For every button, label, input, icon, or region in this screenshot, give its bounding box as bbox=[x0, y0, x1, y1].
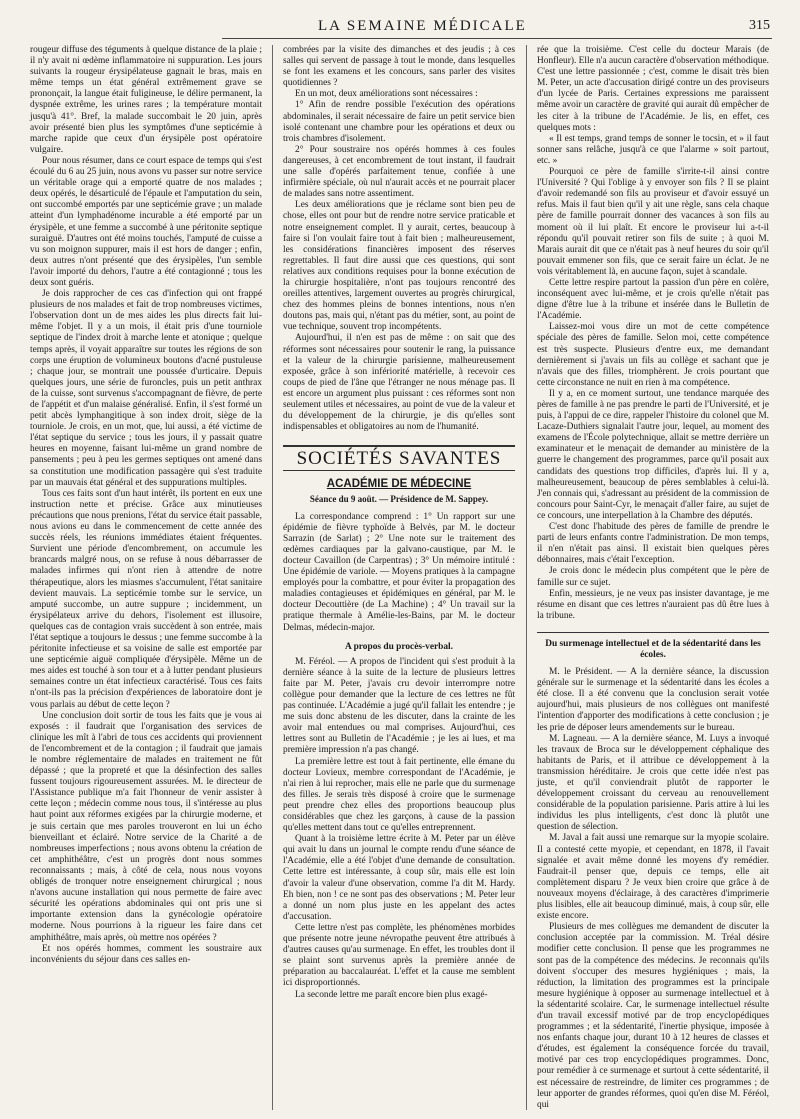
paragraph: La seconde lettre me paraît encore bien plus exagé- bbox=[295, 989, 488, 1000]
paragraph: C'est donc l'habitude des pères de famille de prendre le parti de leurs enfants contre l'administration. De mon temps, il n'en n'était pas ainsi. Il existait bien quelques pères débonnaires, mais c'était l'exception. bbox=[537, 522, 769, 566]
paragraph: Quant à la troisième lettre écrite à M. Peter par un élève qui avait lu dans un journal le compte rendu d'une séance de l'Académie, elle a été l'objet d'une demande de consultation. Cette lettre est intéressante, à coup sûr, mais elle est loin d'avoir la valeur d'une observation, comme l'a dit M. Hardy. Eh bien, non ! ce ne sont pas des observations ; M. Peter leur a donné un nom plus juste en les appelant des actes d'accusation. bbox=[283, 834, 515, 922]
paragraph: Et nos opérés hommes, comment les soustraire aux inconvénients du séjour dans ces salles en- bbox=[30, 943, 262, 965]
session-line: Séance du 9 août. — Présidence de M. Sappey. bbox=[309, 494, 489, 505]
paragraph: Pourquoi ce père de famille s'irrite-t-il ainsi contre l'Université ? Qui l'oblige à y envoyer son fils ? Il se plaint d'avoir redemandé son fils au proviseur et d'avoir essuyé un refus. Mais il faut bien qu'il y ait une règle, sans cela chaque père de famille pourrait donner des vacances à son fils au moment où il lui plaît. Et encore le proviseur lui a-t-il répondu qu'il pouvait retirer son fils de suite ; à quoi M. Marais aurait dit que ce n'était pas à neuf heures du soir qu'il pouvait emmener son fils, que ce serait faire un éclat. Je ne vois véritablement là, en aucune façon, sujet à scandale. bbox=[537, 167, 769, 277]
paragraph: Je dois rapprocher de ces cas d'infection qui ont frappé plusieurs de nos malades et fait de trop nombreuses victimes, l'observation dont un de mes aides les plus directs fait lui-même l'objet. Il y a un mois, il était pris d'une tourniole septique de l'index droit à marche lente et atonique ; quelque temps après, il voyait apparaître sur toutes les régions de son corps une éruption de volumineux boutons d'acné pustuleuse ; chaque jour, se montrait une poussée d'urticaire. Depuis quelques jours, une série de furoncles, puis un petit anthrax de la cuisse, sont survenus s'accompagnant de fièvre, de perte de l'appétit et d'un malaise généralisé. Enfin, il s'est formé un petit abcès lymphangitique à son index droit, siège de la tourniole. Je crois, en un mot, que, lui aussi, a été victime de l'état septique du service ; tous les jours, il y passait quatre heures en moyenne, faisant lui-même un grand nombre de pansements ; peu à peu les germes septiques ont amené dans sa constitution une modification passagère qui s'est traduite par un mauvais état général et des suppurations multiples. bbox=[30, 289, 262, 488]
subsection-title: Du surmenage intellectuel et de la sédentarité dans les écoles. bbox=[537, 632, 769, 661]
subsection-title: A propos du procès-verbal. bbox=[345, 641, 453, 652]
section-title: SOCIÉTÉS SAVANTES bbox=[283, 445, 515, 471]
paragraph: La première lettre est tout à fait pertinente, elle émane du docteur Lovieux, membre correspondant de l'Académie, je n'ai rien à lui reprocher, mais elle ne parle que du surmenage des filles. Je serais très disposé à croire que le surmenage peut prendre chez elles des proportions beaucoup plus considérables que chez les garçons, à cause de la passion qu'elles mettent dans tout ce qu'elles entreprennent. bbox=[283, 756, 515, 834]
paragraph: Plusieurs de mes collègues me demandent de discuter la conclusion acceptée par la commission. M. Tréal désire modifier cette conclusion. Il pense que les programmes ne sont pas de la compétence des médecins. Je reconnais qu'ils doivent s'occuper des mesures hygiéniques ; mais, la réduction, la limitation des programmes est la principale mesure hygiénique à opposer au surmenage intellectuel et à la sédentarité scolaire. Car, le surmenage intellectuel résulte d'un travail excessif motivé par de trop encyclopédiques programmes ; et la sédentarité, l'inertie physique, imposée à nos enfants chaque jour, durant 10 à 12 heures de classes et d'études, est également la conséquence forcée du travail, motivé par ces trop encyclopédiques programmes. Donc, pour remédier à ce surmenage et surtout à cette sédentarité, il est nécessaire de restreindre, de limiter ces programmes ; de leur apporter de grandes réformes, quoi qu'en dise M. Féréol, qui bbox=[537, 922, 769, 1110]
paragraph: Il y a, en ce moment surtout, une tendance marquée des pères de famille à ne pas prendre le parti de l'Université, et je puis, à l'appui de ce dire, rappeler l'histoire du colonel que M. Lacaze-Duthiers signalait l'autre jour, lequel, au moment des examens de l'École polytechnique, allait se mettre derrière un examinateur et le menaçait de demander au ministère de la guerre le changement des programmes, parce qu'il posait aux candidats des questions trop difficiles, d'après lui. Il y a, malheureusement, beaucoup de pères semblables à celui-là. J'en connais qui, s'adressant au président de la commission de concours pour Saint-Cyr, le menaçait d'aller faire, au sujet de ce concours, une interpellation à la Chambre des députés. bbox=[537, 388, 769, 521]
header-rule bbox=[222, 38, 772, 39]
column-divider bbox=[272, 45, 273, 1110]
paragraph: Cette lettre respire partout la passion d'un père en colère, inconséquent avec lui-même, et je crois qu'elle n'était pas digne d'être lue à la tribune et insérée dans le Bulletin de l'Académie. bbox=[537, 277, 769, 322]
paragraph: M. Javal a fait aussi une remarque sur la myopie scolaire. Il a contesté cette myopie, et cependant, en 1878, il l'avait signalée et avait même donné les moyens d'y remédier. Faudrait-il penser que, depuis ce temps, elle ait complètement disparu ? Je veux bien croire que grâce à de nouveaux moyens d'éclairage, à des caractères d'imprimerie plus lisibles, elle ait beaucoup diminué, mais, à coup sûr, elle existe encore. bbox=[537, 833, 769, 922]
quotation: « Il est temps, grand temps de sonner le tocsin, et » il faut sonner sans relâche, jusqu'à ce que l'alarme » soit partout, etc. » bbox=[537, 133, 769, 166]
paragraph: Cette lettre n'est pas complète, les phénomènes morbides que présente notre jeune névropathe peuvent être attribués à d'autres causes qu'au surmenage. En effet, les troubles dont il se plaint sont survenus après la première année de préparation au baccalauréat. L'effet et la cause me semblent ici disproportionnés. bbox=[283, 922, 515, 989]
paragraph: 1° Afin de rendre possible l'exécution des opérations abdominales, il serait nécessaire de faire un petit service bien isolé contenant une chambre pour les opérations et deux ou trois chambres d'isolement. bbox=[283, 100, 515, 144]
paragraph: Tous ces faits sont d'un haut intérêt, ils portent en eux une instruction nette et précise. Grâce aux minutieuses précautions que nous prenions, l'état du service était passable, nous avions eu dans le commencement de cette année des succès réels, les réunions immédiates étaient fréquentes. Survient une période d'encombrement, on accumule les brancards malgré nous, on se refuse à nous débarrasser de malades infirmes qui n'ont rien à attendre de notre thérapeutique, alors les miasmes s'accumulent, l'état sanitaire devient mauvais. La septicémie tombe sur le service, un amputé succombe, un autre suppure ; incidemment, un érysipélateux arrive du dehors, l'isolement est illusoire, quelques cas de contagion vrais succèdent à son entrée, mais l'état septique a toujours le dessus ; une femme succombe à la péritonite infectieuse et sa voisine de salle est emportée par une septicémie aiguë compliquée d'érysipèle. Même un de mes aides est touché à son tour et a à lutter pendant plusieurs semaines contre un état infectieux caractérisé. Tous ces faits n'ont-ils pas la précision d'expériences de laboratoire dont je vous parlais au début de cette leçon ? bbox=[30, 488, 262, 710]
academy-heading: ACADÉMIE DE MÉDECINE bbox=[326, 478, 472, 491]
page-header bbox=[222, 8, 770, 38]
correspondence-paragraph: La correspondance comprend : 1° Un rapport sur une épidémie de fièvre typhoïde à Belvès, par M. le docteur Sarrazin (de Sarlat) ; 2° Une note sur le traitement des œdèmes cardiaques par la galvano-caustique, par M. le docteur Cavaillon (de Carpentras) ; 3° Un mémoire intitulé : Une épidémie de variole. — Moyens pratiques à la campagne employés pour la combattre, et pour éviter la propagation des maladies contagieuses et épidémiques en général, par M. le docteur Decouttière (de La Machine) ; 4° Un travail sur la pratique thermale à Amélie-les-Bains, par M. le docteur Delmas, médecin-major. bbox=[283, 511, 515, 633]
paragraph: M. Féréol. — A propos de l'incident qui s'est produit à la dernière séance à la suite de la lecture de plusieurs lettres faite par M. Peter, j'avais cru devoir interrompre notre collègue pour demander que la lecture de ces lettres ne fût pas continuée. L'Académie a jugé qu'il fallait les entendre ; je me suis donc abstenu de les discuter, dans la crainte de les avoir mal entendues ou mal comprises. Aujourd'hui, ces lettres sont au Bulletin de l'Académie ; je les ai lues, et ma première impression n'a pas changé. bbox=[283, 656, 515, 756]
column-right bbox=[537, 45, 769, 1111]
paragraph: Pour nous résumer, dans ce court espace de temps qui s'est écoulé du 6 au 25 juin, nous avons vu passer sur notre service un véritable orage qui a emporté quatre de nos malades ; deux opérés, le désarticulé de l'épaule et l'amputation du sein, ont succombé emportés par une septicémie grave ; un malade atteint d'un lymphadénome incurable a été emporté par un érysipèle, et une femme a succombé à une péritonite septique suraiguë. D'autres ont été moins touchés, l'amputé de cuisse a vu son moignon suppurer, mais il est hors de danger ; enfin, deux autres n'ont présenté que des érysipèles, l'un semble l'avoir importé du dehors, l'autre a été contagionné ; tous les deux sont guéris. bbox=[30, 155, 262, 288]
paragraph: M. Lagneau. — A la dernière séance, M. Luys a invoqué les travaux de Broca sur le développement céphalique des habitants de Paris, et il attribue ce développement à la transmission héréditaire. Je crois que cette idée n'est pas juste, et qu'il conviendrait plutôt de rapporter le développement croissant du cerveau au renouvellement considérable de la population parisienne. Paris attire à lui les individus les plus intelligents, c'est donc là plutôt une question de sélection. bbox=[537, 733, 769, 833]
paragraph: Je crois donc le médecin plus compétent que le père de famille sur ce sujet. bbox=[537, 566, 769, 588]
paragraph: En un mot, deux améliorations sont nécessaires : bbox=[295, 89, 478, 100]
paragraph: Enfin, messieurs, je ne veux pas insister davantage, je me résume en disant que ces lettres n'auraient pas dû être lues à la tribune. bbox=[537, 588, 769, 621]
column-middle bbox=[283, 45, 515, 1001]
page-number: 315 bbox=[749, 18, 770, 33]
paragraph: M. le Président. — A la dernière séance, la discussion générale sur le surmenage et la sédentarité dans les écoles a été close. Il a été convenu que la conclusion serait votée aujourd'hui, mais plusieurs de nos collègues ont manifesté l'intention d'apporter des modifications à cette conclusion ; je les prie de déposer leurs amendements sur le bureau. bbox=[537, 667, 769, 733]
paragraph: Une conclusion doit sortir de tous les faits que je vous ai exposés : il faudrait que l'organisation des services de clinique les mît à l'abri de tous ces accidents qui proviennent de l'encombrement et de la contagion ; il faudrait que jamais le nombre réglementaire de malades en traitement ne fût dépassé ; que la propreté et que la désinfection des salles fussent toujours rigoureusement assurées. M. le directeur de l'Assistance publique m'a fait l'honneur de venir assister à cette leçon ; médecin comme nous tous, il s'intéresse au plus haut point aux réformes exigées par la chirurgie moderne, et je suis certain que mes paroles trouveront en lui un écho bienveillant et éclairé. Notre service de la Charité a de nombreuses imperfections ; nous avons obtenu la création de cet amphithéâtre, c'est un progrès dont nous sommes reconnaissants ; mais, à côté de cela, nous nous voyons obligés de tronquer notre enseignement chirurgical ; nous n'avons aucune installation qui nous permette de faire avec sécurité les opérations abdominales qui ont pris une si importante extension dans la gynécologie opératoire moderne. Nous pourrions à la rigueur les faire dans cet amphithéâtre, mais après, où mettre nos opérées ? bbox=[30, 710, 262, 943]
column-left bbox=[30, 45, 262, 966]
paragraph: 2° Pour soustraire nos opérés hommes à ces foules dangereuses, à cet encombrement de tout instant, il faudrait une salle d'opérés parfaitement tenue, confiée à une infirmière spéciale, où nul n'aurait accès et ne pourrait placer de malades sans notre assentiment. bbox=[283, 144, 515, 200]
paragraph: Aujourd'hui, il n'en est pas de même : on sait que des réformes sont nécessaires pour soutenir le rang, la puissance et la valeur de la chirurgie parisienne, malheureusement exposée, grâce à son infériorité matérielle, à recevoir ces coups de pied de l'âne que l'étranger ne nous ménage pas. Il est encore un argument plus puissant : ces réformes sont non seulement utiles et nécessaires, au point de vue de la valeur et du développement de la chirurgie, je dis qu'elles sont indispensables et obligatoires au nom de l'humanité. bbox=[283, 333, 515, 433]
paragraph: rougeur diffuse des téguments à quelque distance de la plaie ; il n'y avait ni œdème inflammatoire ni suppuration. Les jours suivants la rougeur érysipélateuse gagnait le bras, mais en même temps un état général extrêmement grave se prononçait, la langue était fuligineuse, le délire permanent, la dyspnée extrême, les urines rares ; la température montait jusqu'à 41°. Bref, la malade succombait le 20 juin, après avoir présenté bien plus les symptômes d'une septicémie à marche rapide que ceux d'un érysipèle post opératoire vulgaire. bbox=[30, 45, 262, 155]
paragraph: combrées par la visite des dimanches et des jeudis ; à ces salles qui servent de passage à tout le monde, dans lesquelles se font les examens et les concours, sans parler des visites quotidiennes ? bbox=[283, 45, 515, 89]
paragraph: rée que la troisième. C'est celle du docteur Marais (de Honfleur). Elle n'a aucun caractère d'observation méthodique. C'est une lettre passionnée ; c'est, comme le disait très bien M. Peter, un acte d'accusation dirigé contre un des proviseurs d'un lycée de Paris. Certaines expressions me paraissent même avoir un caractère de gravité qui aurait dû empêcher de les citer à la tribune de l'Académie. Je lis, en effet, ces quelques mots : bbox=[537, 45, 769, 133]
column-divider bbox=[526, 45, 527, 1110]
paragraph: Laissez-moi vous dire un mot de cette compétence spéciale des pères de famille. Selon moi, cette compétence est très suspecte. Plusieurs d'entre eux, me demandant dernièrement si j'avais un fils au collège et sachant que je n'avais que des filles, triomphèrent. Je crois pourtant que cette circonstance ne nuit en rien à ma compétence. bbox=[537, 322, 769, 388]
journal-title: LA SEMAINE MÉDICALE bbox=[318, 18, 527, 34]
paragraph: Les deux améliorations que je réclame sont bien peu de chose, elles ont pour but de rendre notre service praticable et notre enseignement complet. Il y aurait, certes, beaucoup à faire si l'on voulait faire tout à fait bien ; malheureusement, les considérations financières imposent des réserves regrettables. Il faut dire aussi que ces questions, qui sont relatives aux conditions requises pour la bonne exécution de la chirurgie hospitalière, n'ont pas toujours rencontré des oreilles attentives, largement ouvertes au progrès chirurgical, chez des hommes pleins de bonnes intentions, nous n'en doutons pas, mais qui, n'étant pas du métier, sont, au point de vue technique, souvent trop incompétents. bbox=[283, 200, 515, 333]
